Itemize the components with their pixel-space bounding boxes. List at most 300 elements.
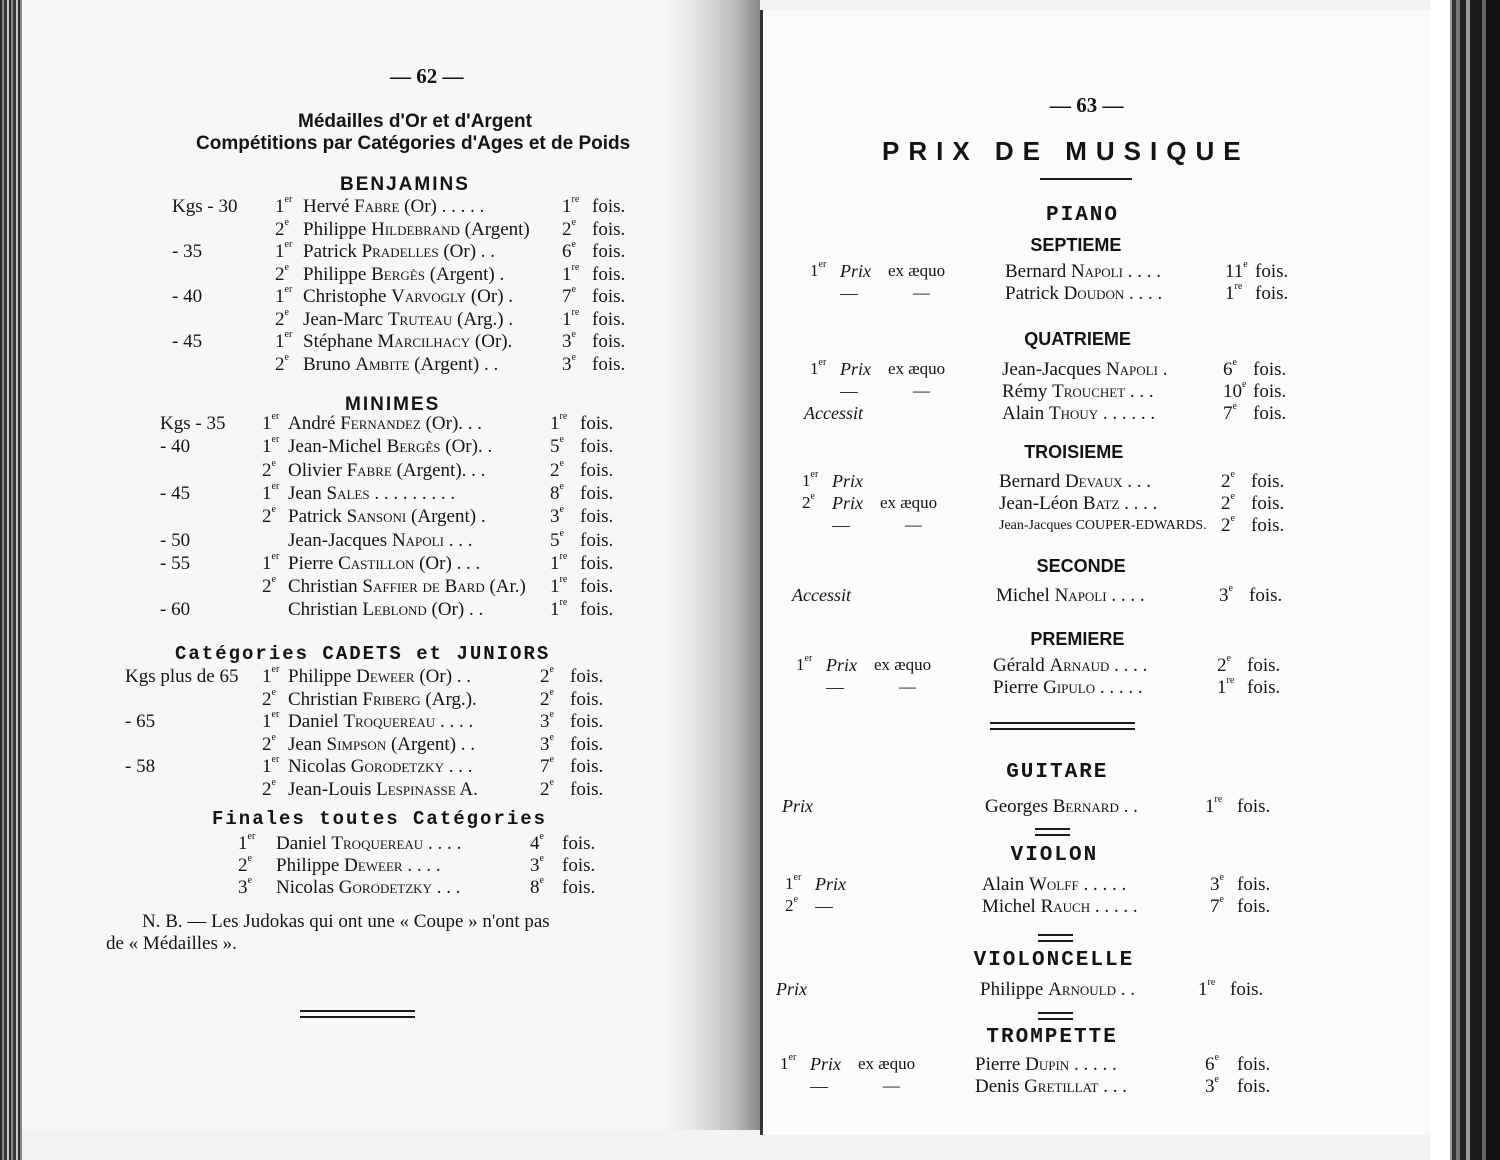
weight-class: - 55 (160, 552, 191, 574)
result-row (0, 306, 700, 332)
rank: 2e (262, 686, 276, 710)
rank: 1er (275, 194, 293, 217)
competitor (288, 757, 472, 776)
first-name: Michel (996, 585, 1050, 606)
first-name: Daniel (276, 833, 327, 854)
result-row (0, 550, 700, 576)
times-label: fois. (570, 688, 604, 710)
ex-aequo: ex æquo (858, 1054, 916, 1073)
times-label: fois. (592, 241, 626, 262)
prize-type: Prix (832, 493, 863, 513)
rank-suffix: er (284, 284, 293, 295)
prize-rank-suffix: er (810, 469, 819, 480)
laureate (1002, 404, 1155, 423)
rank: 2e (275, 216, 289, 240)
times-count-suffix: e (1230, 491, 1235, 502)
competitor (303, 242, 495, 261)
medal: (Argent) . . (390, 733, 476, 755)
weight-class: - 45 (172, 331, 203, 352)
times-count-suffix: re (559, 597, 568, 609)
last-name: Sales (326, 482, 370, 504)
left-title-competitions: Compétitions par Catégories d'Ages et de Poids (196, 133, 631, 154)
times-label: fois. (592, 196, 626, 217)
right-title-music-prizes: PRIX DE MUSIQUE (882, 136, 1250, 166)
laureate (1005, 262, 1161, 281)
first-name: Christian (288, 688, 358, 710)
rank: 2e (262, 504, 276, 528)
prize-row (0, 357, 1400, 382)
rank-suffix: er (271, 754, 280, 765)
scan-edge-right (1430, 0, 1500, 1160)
times-count: 3e (550, 504, 564, 528)
weight-class: Kgs - 30 (172, 196, 238, 217)
times-label: fois. (570, 711, 604, 732)
times-count: 1re (562, 306, 580, 330)
rank-suffix: e (271, 574, 276, 586)
first-name: Nicolas (276, 877, 335, 898)
first-name: Jean-Léon (999, 493, 1079, 514)
times-count: 8e (550, 480, 564, 504)
leader-dots: . . . . (1111, 585, 1145, 606)
last-name: Hildebrand (371, 218, 460, 240)
prize-row (0, 794, 1400, 819)
medal: (Or) . . (431, 599, 484, 621)
medal: (Argent). . . (396, 459, 486, 481)
ex-aequo: ex æquo (874, 655, 932, 674)
times-count-suffix: e (559, 527, 564, 539)
laureate (1005, 284, 1162, 303)
prize-row (0, 379, 1400, 404)
medal: A. (459, 778, 478, 800)
instrument-divider (1038, 1012, 1073, 1014)
times-label: fois. (1253, 381, 1287, 402)
times-count: 3e (530, 853, 544, 876)
first-name: Jean-Jacques (999, 518, 1073, 533)
times-label: fois. (592, 308, 626, 330)
prize-rank: 2e (785, 894, 798, 915)
first-name: Hervé (303, 196, 350, 217)
first-name: Pierre (288, 552, 334, 574)
level-heading: PREMIERE (1030, 629, 1125, 649)
times-count: 1re (562, 194, 580, 217)
last-name: Napoli (1054, 585, 1107, 606)
last-name: Bergès (371, 263, 425, 285)
times-count-suffix: e (539, 875, 544, 886)
times-label: fois. (580, 576, 614, 598)
ex-aequo: ex æquo (880, 493, 938, 512)
prize-type: — (840, 283, 858, 303)
medal: . . . . . . . . . (374, 482, 456, 504)
weight-class: Kgs - 35 (160, 413, 226, 434)
last-name: Thouy (1048, 403, 1099, 424)
competitor (288, 712, 473, 731)
instrument-heading: GUITARE (1006, 761, 1109, 784)
first-name: Philippe (303, 218, 367, 240)
times-count: 1re (1217, 675, 1235, 698)
prize-type: — (826, 677, 844, 697)
instrument-divider (1038, 1018, 1073, 1020)
last-name: Deweer (356, 666, 415, 687)
times-count: 2e (550, 457, 564, 481)
times-count-suffix: e (1214, 1074, 1219, 1085)
prize-rank: 2e (802, 491, 815, 512)
times-count-suffix: re (571, 306, 580, 318)
instrument-divider (1038, 940, 1073, 942)
first-name: Patrick (288, 506, 342, 528)
ex-aequo: — (905, 515, 922, 534)
leader-dots: . (1162, 359, 1168, 380)
rank: 1er (262, 754, 280, 777)
times-count-suffix: re (559, 574, 568, 586)
level-heading: SECONDE (1036, 556, 1126, 576)
prize-type: — (810, 1076, 828, 1096)
laureate (975, 1055, 1117, 1074)
medal: (Or) . . . (419, 552, 481, 574)
prize-rank-suffix: er (818, 357, 827, 368)
instrument-divider (1035, 828, 1070, 830)
laureate (996, 586, 1145, 605)
times-count: 6e (1223, 357, 1237, 380)
prize-rank: 1er (810, 259, 827, 280)
last-name: Gorodetzky (338, 877, 432, 898)
instrument-divider (1035, 834, 1070, 836)
times-count: 3e (562, 329, 576, 352)
times-count-suffix: re (571, 194, 580, 205)
first-name: Denis (975, 1076, 1020, 1097)
competitor (303, 332, 512, 351)
rank: 2e (275, 351, 289, 375)
last-name: Dupin (1025, 1054, 1070, 1075)
instrument-heading: TROMPETTE (986, 1026, 1118, 1049)
weight-class: Kgs plus de 65 (125, 666, 239, 687)
times-count-suffix: e (1214, 1052, 1219, 1063)
prize-rank: 1er (780, 1052, 797, 1073)
medal: (Argent) (464, 218, 530, 240)
times-label: fois. (1237, 1076, 1271, 1097)
times-count-suffix: e (559, 480, 564, 492)
medal: (Ar.) (489, 576, 526, 598)
competitor (303, 220, 530, 239)
rank-suffix: er (247, 831, 256, 842)
ex-aequo: — (913, 381, 930, 400)
prize-type: Prix (840, 359, 871, 379)
times-count-suffix: re (559, 550, 568, 562)
prize-row (0, 281, 1400, 306)
level-heading: SEPTIEME (1030, 235, 1122, 255)
times-count: 6e (1205, 1052, 1219, 1075)
rank-suffix: e (271, 686, 276, 698)
times-count: 3e (562, 351, 576, 375)
first-name: Christophe (303, 286, 387, 307)
times-label: fois. (580, 459, 614, 481)
times-count: 3e (540, 731, 554, 755)
rank: 2e (262, 457, 276, 481)
prize-type: Accessit (804, 403, 863, 423)
times-label: fois. (580, 506, 614, 528)
first-name: Pierre (975, 1054, 1021, 1075)
times-label: fois. (562, 855, 596, 876)
rank: 3e (238, 875, 252, 898)
last-name: Troquereau (343, 711, 436, 732)
laureate (1002, 360, 1167, 379)
last-name: Saffier de Bard (362, 576, 485, 598)
times-count: 1re (550, 411, 568, 434)
times-count-suffix: e (571, 284, 576, 295)
last-name: Simpson (326, 733, 387, 755)
competitor (288, 780, 478, 799)
times-count: 10e (1223, 379, 1247, 402)
leader-dots: . . . . . (1099, 677, 1143, 698)
times-count-suffix: e (1226, 653, 1231, 664)
times-label: fois. (1253, 403, 1287, 424)
first-name: Jean (288, 482, 322, 504)
times-count: 2e (1221, 469, 1235, 492)
result-row (0, 754, 700, 779)
medal: (Or) . . (443, 241, 496, 262)
last-name: Leblond (362, 599, 427, 621)
prize-rank-suffix: e (793, 894, 798, 905)
rank: 1er (262, 411, 280, 434)
first-name: Gérald (993, 655, 1045, 676)
times-count-suffix: re (1207, 977, 1216, 988)
last-name: Gretillat (1024, 1076, 1099, 1097)
times-label: fois. (580, 436, 614, 458)
times-count-suffix: e (559, 504, 564, 516)
medal: (Argent) . (429, 263, 505, 285)
result-row (0, 216, 700, 242)
rank: 2e (262, 574, 276, 598)
first-name: Patrick (303, 241, 357, 262)
prize-row (0, 872, 1400, 897)
competitor (288, 437, 492, 456)
medal: (Or). (474, 331, 513, 352)
times-count-suffix: re (1214, 794, 1223, 805)
end-rule-2 (300, 1016, 415, 1018)
leader-dots: . . . . (1124, 493, 1158, 514)
instrument-divider (990, 728, 1135, 730)
competitor (288, 735, 475, 754)
leader-dots: . . (1123, 796, 1138, 817)
times-count-suffix: e (1232, 401, 1237, 412)
rank: 1er (275, 284, 293, 307)
laureate (999, 519, 1207, 533)
end-rule-1 (300, 1010, 415, 1012)
times-count-suffix: re (571, 261, 580, 273)
laureate (975, 1077, 1127, 1096)
note-line-1: N. B. — Les Judokas qui ont une « Coupe » n'ont pas (142, 911, 550, 932)
prize-rank-suffix: er (818, 259, 827, 270)
leader-dots: . . . (1127, 471, 1151, 492)
times-label: fois. (1237, 1054, 1271, 1075)
weight-class: - 40 (172, 286, 203, 307)
prize-type: Prix (826, 655, 857, 675)
note-line-2: de « Médailles ». (106, 933, 237, 954)
medal: . . . (448, 756, 473, 777)
last-name: Doudon (1063, 283, 1125, 304)
leader-dots: . . . . . (1083, 874, 1127, 895)
rank: 2e (275, 261, 289, 285)
last-name: Fabre (346, 459, 392, 481)
first-name: Philippe (980, 979, 1044, 1000)
rank-suffix: e (284, 351, 289, 363)
competitor (303, 197, 484, 216)
rank-suffix: e (271, 731, 276, 743)
last-name: Napoli (1070, 261, 1123, 282)
times-count-suffix: e (549, 686, 554, 698)
last-name: Gorodetzky (350, 756, 444, 777)
rank-suffix: e (284, 306, 289, 318)
times-count: 1re (1205, 794, 1223, 817)
times-count: 3e (540, 709, 554, 732)
last-name: Trouchet (1052, 381, 1126, 402)
result-row (0, 831, 700, 856)
prize-row (0, 1074, 1400, 1099)
times-count-suffix: e (549, 776, 554, 788)
page-number-left: — 62 — (390, 64, 464, 88)
category-heading: MINIMES (345, 394, 441, 415)
rank-suffix: e (271, 457, 276, 469)
first-name: Alain (982, 874, 1025, 895)
rank: 2e (262, 731, 276, 755)
times-label: fois. (1249, 585, 1283, 606)
prize-row (0, 977, 1400, 1002)
result-row (0, 731, 700, 757)
category-heading: BENJAMINS (340, 174, 470, 195)
leader-dots: . . . (1103, 1076, 1127, 1097)
prize-rank: 1er (802, 469, 819, 490)
ex-aequo: — (913, 283, 930, 302)
first-name: Philippe (303, 263, 367, 285)
times-label: fois. (592, 218, 626, 240)
first-name: André (288, 413, 336, 434)
laureate (982, 875, 1126, 894)
result-row (0, 329, 700, 354)
first-name: Jean-Marc (303, 308, 384, 330)
rank: 1er (262, 664, 280, 687)
last-name: Rauch (1040, 896, 1091, 917)
times-count: 11e (1225, 259, 1248, 282)
times-label: fois. (562, 877, 596, 898)
rank: 1er (238, 831, 256, 854)
rank: 2e (275, 306, 289, 330)
times-label: fois. (1230, 979, 1264, 1000)
prize-row (0, 513, 1400, 538)
rank-suffix: er (271, 411, 280, 422)
times-label: fois. (580, 599, 614, 621)
last-name: COUPER-EDWARDS. (1075, 518, 1207, 533)
prize-row (0, 583, 1400, 608)
medal: (Or). . . (425, 413, 483, 434)
weight-class: - 65 (125, 711, 156, 732)
times-count: 2e (540, 776, 554, 800)
ex-aequo: — (899, 677, 916, 696)
times-count: 2e (540, 664, 554, 687)
medal: . . . . (427, 833, 462, 854)
first-name: Bernard (1005, 261, 1067, 282)
competitor (276, 834, 461, 853)
first-name: Georges (985, 796, 1048, 817)
last-name: Friberg (362, 688, 421, 710)
instrument-heading: VIOLON (1010, 844, 1099, 867)
times-count: 3e (1210, 872, 1224, 895)
rank-suffix: er (271, 480, 280, 492)
times-count-suffix: e (559, 457, 564, 469)
rank-suffix: e (247, 875, 252, 886)
prize-rank-suffix: e (810, 491, 815, 502)
times-count: 7e (1223, 401, 1237, 424)
times-count: 2e (1221, 491, 1235, 514)
times-count: 2e (1221, 513, 1235, 536)
first-name: Jean-Jacques (1002, 359, 1102, 380)
rank-suffix: e (284, 261, 289, 273)
times-count-suffix: e (571, 351, 576, 363)
competitor (276, 856, 441, 875)
times-label: fois. (1253, 359, 1287, 380)
leader-dots: . . . . (1127, 261, 1161, 282)
times-count-suffix: e (549, 709, 554, 720)
medal: (Or) . . . . . (404, 196, 485, 217)
last-name: Ambite (355, 353, 410, 375)
times-label: fois. (1255, 261, 1289, 282)
times-count-suffix: e (571, 239, 576, 250)
times-label: fois. (580, 413, 614, 434)
times-count: 6e (562, 239, 576, 262)
last-name: Castillon (338, 552, 415, 574)
prize-type: Prix (810, 1054, 841, 1074)
times-count: 3e (1205, 1074, 1219, 1097)
result-row (0, 239, 700, 264)
times-count-suffix: e (571, 329, 576, 340)
laureate (982, 897, 1138, 916)
times-label: fois. (592, 263, 626, 285)
times-count: 5e (550, 434, 564, 458)
first-name: Michel (982, 896, 1036, 917)
level-heading: QUATRIEME (1024, 329, 1131, 349)
medal: . . . (448, 529, 473, 551)
times-label: fois. (592, 353, 626, 375)
first-name: Christian (288, 599, 358, 621)
laureate (993, 678, 1143, 697)
rank-suffix: er (271, 664, 280, 675)
prize-row (0, 259, 1400, 284)
last-name: Fabre (354, 196, 400, 217)
instrument-divider (990, 722, 1135, 724)
rank: 2e (238, 853, 252, 876)
rank-suffix: er (271, 709, 280, 720)
times-label: fois. (1251, 493, 1285, 514)
ex-aequo: ex æquo (888, 359, 946, 378)
last-name: Marcilhacy (377, 331, 471, 352)
instrument-heading: PIANO (1046, 204, 1120, 227)
first-name: Bruno (303, 353, 351, 375)
times-count-suffix: re (1234, 281, 1243, 292)
last-name: Gipulo (1043, 677, 1096, 698)
times-label: fois. (1255, 283, 1289, 304)
times-count: 1re (550, 597, 568, 621)
times-count: 7e (1210, 894, 1224, 917)
competitor (288, 554, 480, 573)
times-count-suffix: e (559, 434, 564, 446)
first-name: Rémy (1002, 381, 1048, 402)
prize-type: — (832, 515, 850, 535)
instrument-divider (1038, 934, 1073, 936)
result-row (0, 709, 700, 734)
times-count: 1re (1225, 281, 1243, 304)
prize-rank-suffix: er (788, 1052, 797, 1063)
rank: 2e (262, 776, 276, 800)
left-title-medals: Médailles d'Or et d'Argent (298, 111, 532, 132)
weight-class: - 35 (172, 241, 203, 262)
